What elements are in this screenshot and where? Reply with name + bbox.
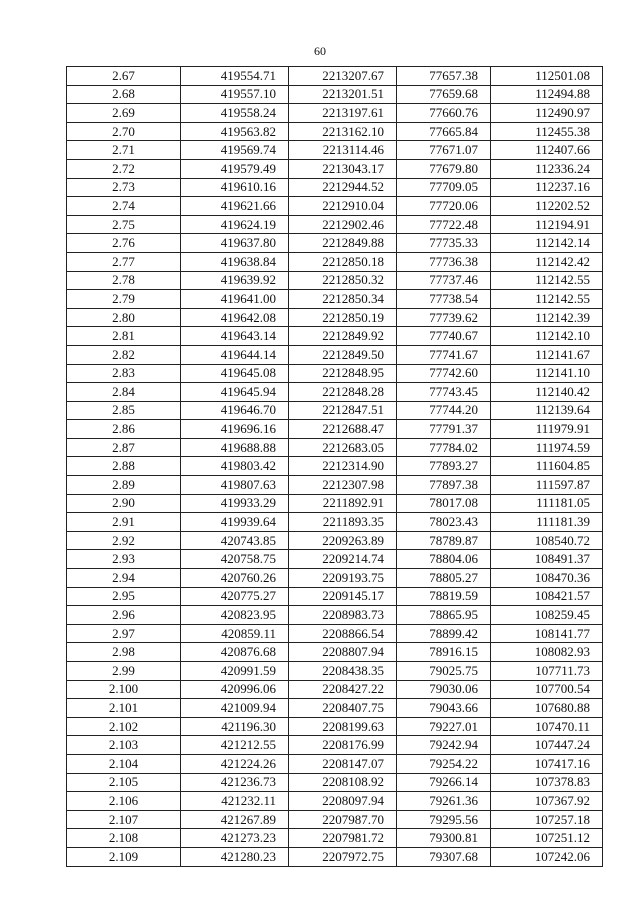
coord-d-cell: 112202.52 — [491, 197, 603, 216]
coord-b-cell: 2212847.51 — [289, 401, 397, 420]
point-id-cell: 2.82 — [67, 345, 181, 364]
coord-b-cell: 2212314.90 — [289, 457, 397, 476]
coord-b-cell: 2213197.61 — [289, 104, 397, 123]
point-id-cell: 2.97 — [67, 624, 181, 643]
coord-b-cell: 2212910.04 — [289, 197, 397, 216]
coord-d-cell: 112139.64 — [491, 401, 603, 420]
table-row — [67, 624, 603, 643]
point-id-cell: 2.69 — [67, 104, 181, 123]
point-id-cell: 2.90 — [67, 494, 181, 513]
point-id-cell: 2.106 — [67, 792, 181, 811]
table-row — [67, 513, 603, 532]
coord-d-cell: 112237.16 — [491, 178, 603, 197]
coord-c-cell: 78023.43 — [397, 513, 491, 532]
coord-a-cell: 419637.80 — [181, 234, 289, 253]
point-id-cell: 2.101 — [67, 699, 181, 718]
coord-d-cell: 112494.88 — [491, 85, 603, 104]
table-row — [67, 773, 603, 792]
coord-b-cell: 2208176.99 — [289, 736, 397, 755]
coord-d-cell: 111597.87 — [491, 476, 603, 495]
coord-c-cell: 79227.01 — [397, 717, 491, 736]
point-id-cell: 2.102 — [67, 717, 181, 736]
coord-d-cell: 108259.45 — [491, 606, 603, 625]
point-id-cell: 2.78 — [67, 271, 181, 290]
coord-a-cell: 421267.89 — [181, 810, 289, 829]
coord-b-cell: 2212850.19 — [289, 308, 397, 327]
coord-a-cell: 421236.73 — [181, 773, 289, 792]
table-row — [67, 476, 603, 495]
coord-b-cell: 2212944.52 — [289, 178, 397, 197]
coord-b-cell: 2208427.22 — [289, 680, 397, 699]
table-row — [67, 550, 603, 569]
coord-a-cell: 419939.64 — [181, 513, 289, 532]
coord-d-cell: 112501.08 — [491, 67, 603, 86]
coord-c-cell: 79242.94 — [397, 736, 491, 755]
table-row — [67, 457, 603, 476]
point-id-cell: 2.105 — [67, 773, 181, 792]
coord-b-cell: 2212849.50 — [289, 345, 397, 364]
coord-c-cell: 77737.46 — [397, 271, 491, 290]
point-id-cell: 2.71 — [67, 141, 181, 160]
coord-b-cell: 2208438.35 — [289, 662, 397, 681]
coord-c-cell: 79261.36 — [397, 792, 491, 811]
coord-b-cell: 2213201.51 — [289, 85, 397, 104]
table-row — [67, 290, 603, 309]
point-id-cell: 2.80 — [67, 308, 181, 327]
coord-a-cell: 421224.26 — [181, 754, 289, 773]
point-id-cell: 2.77 — [67, 252, 181, 271]
point-id-cell: 2.92 — [67, 531, 181, 550]
coord-c-cell: 78865.95 — [397, 606, 491, 625]
coord-a-cell: 419563.82 — [181, 122, 289, 141]
coord-c-cell: 77742.60 — [397, 364, 491, 383]
coord-b-cell: 2212850.34 — [289, 290, 397, 309]
coord-b-cell: 2207981.72 — [289, 829, 397, 848]
coord-d-cell: 108082.93 — [491, 643, 603, 662]
coord-c-cell: 77738.54 — [397, 290, 491, 309]
coord-d-cell: 108540.72 — [491, 531, 603, 550]
coord-c-cell: 78804.06 — [397, 550, 491, 569]
table-body — [67, 67, 603, 867]
point-id-cell: 2.108 — [67, 829, 181, 848]
coord-a-cell: 420823.95 — [181, 606, 289, 625]
coord-b-cell: 2208097.94 — [289, 792, 397, 811]
coord-d-cell: 107711.73 — [491, 662, 603, 681]
coord-b-cell: 2212688.47 — [289, 420, 397, 439]
coord-d-cell: 112142.42 — [491, 252, 603, 271]
table-row — [67, 792, 603, 811]
coord-b-cell: 2209214.74 — [289, 550, 397, 569]
table-row — [67, 345, 603, 364]
coord-b-cell: 2212902.46 — [289, 215, 397, 234]
coord-c-cell: 77735.33 — [397, 234, 491, 253]
table-row — [67, 717, 603, 736]
coord-c-cell: 77741.67 — [397, 345, 491, 364]
point-id-cell: 2.76 — [67, 234, 181, 253]
coord-a-cell: 419642.08 — [181, 308, 289, 327]
point-id-cell: 2.70 — [67, 122, 181, 141]
point-id-cell: 2.99 — [67, 662, 181, 681]
point-id-cell: 2.83 — [67, 364, 181, 383]
coord-d-cell: 107470.11 — [491, 717, 603, 736]
point-id-cell: 2.74 — [67, 197, 181, 216]
coord-a-cell: 419645.94 — [181, 383, 289, 402]
coord-a-cell: 419645.08 — [181, 364, 289, 383]
coord-a-cell: 419696.16 — [181, 420, 289, 439]
coord-a-cell: 421212.55 — [181, 736, 289, 755]
table-row — [67, 215, 603, 234]
table-row — [67, 847, 603, 866]
coord-d-cell: 108491.37 — [491, 550, 603, 569]
table-row — [67, 420, 603, 439]
point-id-cell: 2.84 — [67, 383, 181, 402]
table-row — [67, 178, 603, 197]
coord-b-cell: 2212848.95 — [289, 364, 397, 383]
coord-c-cell: 79307.68 — [397, 847, 491, 866]
coord-c-cell: 78805.27 — [397, 569, 491, 588]
table-row — [67, 531, 603, 550]
table-row — [67, 308, 603, 327]
coord-d-cell: 107700.54 — [491, 680, 603, 699]
point-id-cell: 2.104 — [67, 754, 181, 773]
coord-b-cell: 2212849.88 — [289, 234, 397, 253]
coord-b-cell: 2213043.17 — [289, 159, 397, 178]
coord-d-cell: 112336.24 — [491, 159, 603, 178]
coord-b-cell: 2209193.75 — [289, 569, 397, 588]
coord-b-cell: 2207972.75 — [289, 847, 397, 866]
coord-b-cell: 2207987.70 — [289, 810, 397, 829]
coord-c-cell: 79300.81 — [397, 829, 491, 848]
table-row — [67, 810, 603, 829]
coord-d-cell: 107367.92 — [491, 792, 603, 811]
coord-b-cell: 2212848.28 — [289, 383, 397, 402]
coord-b-cell: 2212850.32 — [289, 271, 397, 290]
coord-a-cell: 421009.94 — [181, 699, 289, 718]
table-row — [67, 271, 603, 290]
coord-b-cell: 2209263.89 — [289, 531, 397, 550]
coord-c-cell: 77791.37 — [397, 420, 491, 439]
coord-d-cell: 107242.06 — [491, 847, 603, 866]
coord-b-cell: 2213162.10 — [289, 122, 397, 141]
coord-a-cell: 419643.14 — [181, 327, 289, 346]
coord-d-cell: 111604.85 — [491, 457, 603, 476]
table-row — [67, 85, 603, 104]
point-id-cell: 2.73 — [67, 178, 181, 197]
coord-d-cell: 112407.66 — [491, 141, 603, 160]
point-id-cell: 2.89 — [67, 476, 181, 495]
coord-c-cell: 77665.84 — [397, 122, 491, 141]
coord-d-cell: 107680.88 — [491, 699, 603, 718]
coord-a-cell: 419646.70 — [181, 401, 289, 420]
table-row — [67, 67, 603, 86]
table-row — [67, 122, 603, 141]
table-row — [67, 438, 603, 457]
coord-c-cell: 79030.06 — [397, 680, 491, 699]
coord-d-cell: 112141.10 — [491, 364, 603, 383]
coord-d-cell: 108421.57 — [491, 587, 603, 606]
page-number: 60 — [314, 44, 326, 58]
table-row — [67, 587, 603, 606]
table-row — [67, 364, 603, 383]
coord-c-cell: 77893.27 — [397, 457, 491, 476]
coord-a-cell: 420758.75 — [181, 550, 289, 569]
point-id-cell: 2.96 — [67, 606, 181, 625]
table-row — [67, 383, 603, 402]
point-id-cell: 2.95 — [67, 587, 181, 606]
coord-b-cell: 2212849.92 — [289, 327, 397, 346]
point-id-cell: 2.100 — [67, 680, 181, 699]
coord-b-cell: 2212683.05 — [289, 438, 397, 457]
coord-b-cell: 2209145.17 — [289, 587, 397, 606]
coord-d-cell: 107417.16 — [491, 754, 603, 773]
point-id-cell: 2.75 — [67, 215, 181, 234]
coord-a-cell: 419639.92 — [181, 271, 289, 290]
coord-b-cell: 2213207.67 — [289, 67, 397, 86]
coord-b-cell: 2211892.91 — [289, 494, 397, 513]
coord-d-cell: 112141.67 — [491, 345, 603, 364]
coord-b-cell: 2213114.46 — [289, 141, 397, 160]
table-row — [67, 606, 603, 625]
coord-c-cell: 77740.67 — [397, 327, 491, 346]
coord-d-cell: 112140.42 — [491, 383, 603, 402]
coord-c-cell: 78899.42 — [397, 624, 491, 643]
coord-d-cell: 111979.91 — [491, 420, 603, 439]
coord-c-cell: 77743.45 — [397, 383, 491, 402]
coord-c-cell: 79043.66 — [397, 699, 491, 718]
table-row — [67, 680, 603, 699]
coord-a-cell: 420760.26 — [181, 569, 289, 588]
coord-b-cell: 2208199.63 — [289, 717, 397, 736]
point-id-cell: 2.67 — [67, 67, 181, 86]
point-id-cell: 2.86 — [67, 420, 181, 439]
point-id-cell: 2.87 — [67, 438, 181, 457]
coord-c-cell: 78017.08 — [397, 494, 491, 513]
coord-a-cell: 421280.23 — [181, 847, 289, 866]
coord-c-cell: 77679.80 — [397, 159, 491, 178]
coord-a-cell: 420996.06 — [181, 680, 289, 699]
coord-c-cell: 77739.62 — [397, 308, 491, 327]
coord-b-cell: 2208983.73 — [289, 606, 397, 625]
coord-a-cell: 419554.71 — [181, 67, 289, 86]
coord-a-cell: 419579.49 — [181, 159, 289, 178]
coord-a-cell: 419624.19 — [181, 215, 289, 234]
coordinate-table — [66, 66, 603, 867]
table-row — [67, 754, 603, 773]
coord-c-cell: 77660.76 — [397, 104, 491, 123]
table-row — [67, 829, 603, 848]
coord-d-cell: 112194.91 — [491, 215, 603, 234]
table-row — [67, 234, 603, 253]
coord-d-cell: 111181.39 — [491, 513, 603, 532]
point-id-cell: 2.98 — [67, 643, 181, 662]
table-row — [67, 252, 603, 271]
coord-d-cell: 112142.39 — [491, 308, 603, 327]
coord-b-cell: 2208866.54 — [289, 624, 397, 643]
coord-b-cell: 2208147.07 — [289, 754, 397, 773]
point-id-cell: 2.103 — [67, 736, 181, 755]
coord-a-cell: 419638.84 — [181, 252, 289, 271]
coord-c-cell: 79295.56 — [397, 810, 491, 829]
coord-a-cell: 421273.23 — [181, 829, 289, 848]
table-row — [67, 662, 603, 681]
table-row — [67, 104, 603, 123]
coord-a-cell: 419558.24 — [181, 104, 289, 123]
coord-a-cell: 420859.11 — [181, 624, 289, 643]
coord-c-cell: 79266.14 — [397, 773, 491, 792]
table-row — [67, 699, 603, 718]
coord-a-cell: 420775.27 — [181, 587, 289, 606]
coord-c-cell: 77709.05 — [397, 178, 491, 197]
table-row — [67, 327, 603, 346]
coord-c-cell: 77657.38 — [397, 67, 491, 86]
table-row — [67, 569, 603, 588]
coord-a-cell: 419610.16 — [181, 178, 289, 197]
coord-c-cell: 79254.22 — [397, 754, 491, 773]
coord-a-cell: 419807.63 — [181, 476, 289, 495]
table-row — [67, 141, 603, 160]
coord-b-cell: 2212850.18 — [289, 252, 397, 271]
coord-a-cell: 419641.00 — [181, 290, 289, 309]
point-id-cell: 2.94 — [67, 569, 181, 588]
point-id-cell: 2.79 — [67, 290, 181, 309]
table-row — [67, 736, 603, 755]
coord-c-cell: 77720.06 — [397, 197, 491, 216]
coord-c-cell: 77744.20 — [397, 401, 491, 420]
coord-d-cell: 112142.55 — [491, 271, 603, 290]
coord-c-cell: 77671.07 — [397, 141, 491, 160]
coord-d-cell: 111181.05 — [491, 494, 603, 513]
coord-d-cell: 112142.14 — [491, 234, 603, 253]
coord-d-cell: 111974.59 — [491, 438, 603, 457]
coord-b-cell: 2212307.98 — [289, 476, 397, 495]
point-id-cell: 2.88 — [67, 457, 181, 476]
point-id-cell: 2.72 — [67, 159, 181, 178]
point-id-cell: 2.81 — [67, 327, 181, 346]
coord-a-cell: 420743.85 — [181, 531, 289, 550]
coord-c-cell: 77722.48 — [397, 215, 491, 234]
coord-a-cell: 419803.42 — [181, 457, 289, 476]
coord-d-cell: 107378.83 — [491, 773, 603, 792]
point-id-cell: 2.68 — [67, 85, 181, 104]
coord-b-cell: 2211893.35 — [289, 513, 397, 532]
table-row — [67, 159, 603, 178]
coord-a-cell: 419644.14 — [181, 345, 289, 364]
table-row — [67, 401, 603, 420]
coord-d-cell: 107257.18 — [491, 810, 603, 829]
coord-a-cell: 420991.59 — [181, 662, 289, 681]
coord-d-cell: 112142.10 — [491, 327, 603, 346]
coord-c-cell: 77659.68 — [397, 85, 491, 104]
coord-c-cell: 78819.59 — [397, 587, 491, 606]
coord-a-cell: 419621.66 — [181, 197, 289, 216]
coord-c-cell: 77736.38 — [397, 252, 491, 271]
table-row — [67, 197, 603, 216]
coord-d-cell: 112455.38 — [491, 122, 603, 141]
coord-d-cell: 108470.36 — [491, 569, 603, 588]
coord-b-cell: 2208108.92 — [289, 773, 397, 792]
table-row — [67, 494, 603, 513]
point-id-cell: 2.85 — [67, 401, 181, 420]
coord-b-cell: 2208407.75 — [289, 699, 397, 718]
coord-c-cell: 78916.15 — [397, 643, 491, 662]
coord-d-cell: 107251.12 — [491, 829, 603, 848]
coord-c-cell: 77784.02 — [397, 438, 491, 457]
coord-a-cell: 419557.10 — [181, 85, 289, 104]
coord-a-cell: 421196.30 — [181, 717, 289, 736]
coord-c-cell: 79025.75 — [397, 662, 491, 681]
coord-d-cell: 112142.55 — [491, 290, 603, 309]
point-id-cell: 2.107 — [67, 810, 181, 829]
coord-a-cell: 420876.68 — [181, 643, 289, 662]
point-id-cell: 2.109 — [67, 847, 181, 866]
table-row — [67, 643, 603, 662]
coord-a-cell: 419933.29 — [181, 494, 289, 513]
coord-c-cell: 78789.87 — [397, 531, 491, 550]
coord-b-cell: 2208807.94 — [289, 643, 397, 662]
coord-c-cell: 77897.38 — [397, 476, 491, 495]
coord-d-cell: 112490.97 — [491, 104, 603, 123]
point-id-cell: 2.91 — [67, 513, 181, 532]
point-id-cell: 2.93 — [67, 550, 181, 569]
coord-d-cell: 108141.77 — [491, 624, 603, 643]
coord-d-cell: 107447.24 — [491, 736, 603, 755]
coord-a-cell: 419688.88 — [181, 438, 289, 457]
coord-a-cell: 419569.74 — [181, 141, 289, 160]
coord-a-cell: 421232.11 — [181, 792, 289, 811]
